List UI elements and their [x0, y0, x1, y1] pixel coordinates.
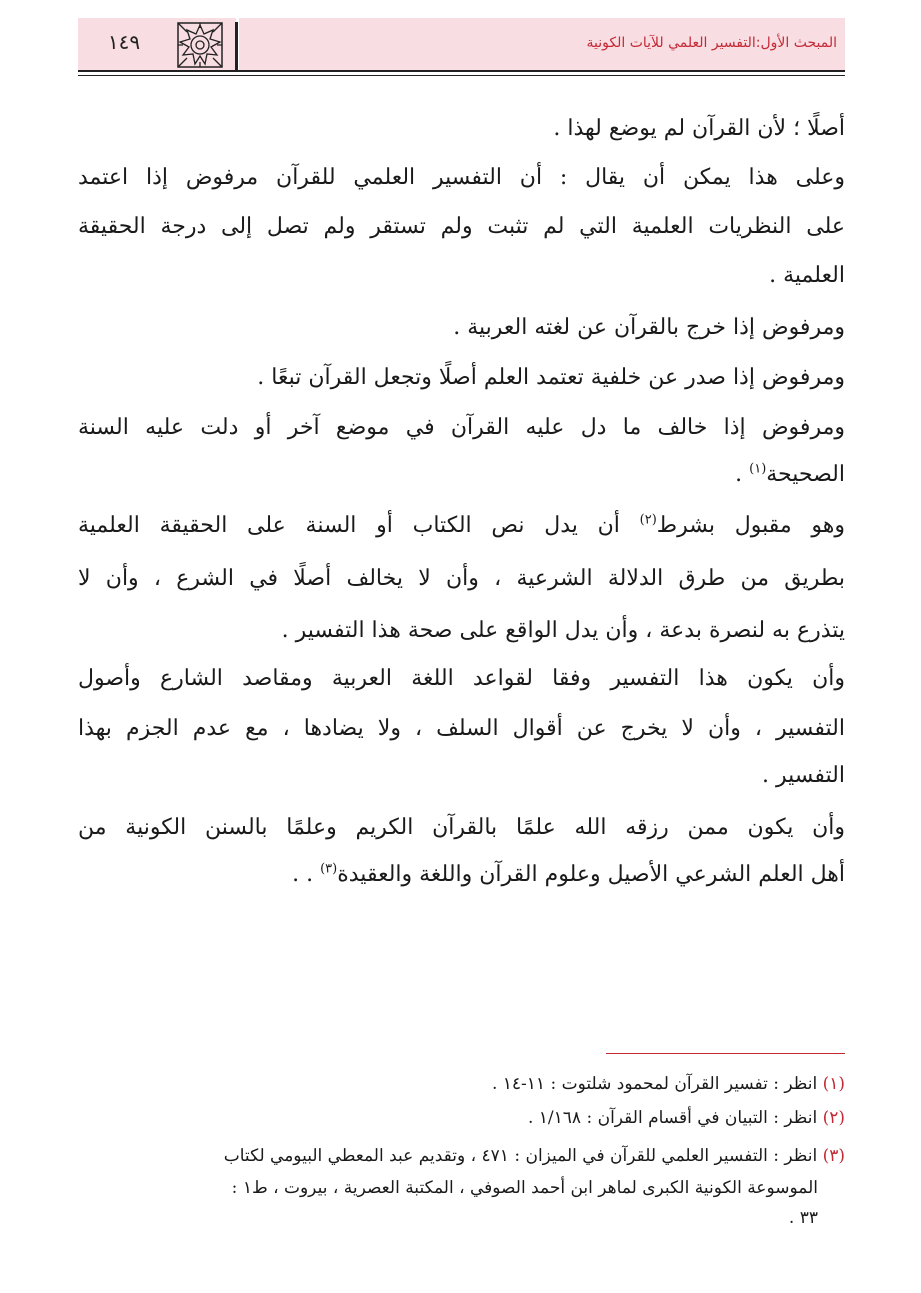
page-header — [78, 18, 845, 72]
footnote-text: انظر : تفسير القرآن لمحمود شلتوت : ١١-١٤ . — [491, 1074, 818, 1094]
body-line: التفسير ، وأن لا يخرج عن أقوال السلف ، ولا يضادها ، مع عدم الجزم بهذا — [78, 716, 845, 741]
page-number-box — [78, 18, 236, 70]
body-text: الصحيحة — [766, 462, 845, 487]
footnote — [528, 1106, 845, 1130]
footnote-continuation: ٣٣ . — [788, 1208, 818, 1228]
footnote-marker: (٣) — [822, 1146, 845, 1166]
body-line: وأن يكون ممن رزقه الله علمًا بالقرآن الكريم وعلمًا بالسنن الكونية من — [78, 815, 845, 840]
footnote-text: انظر : التفسير العلمي للقرآن في الميزان : ٤٧١ ، وتقديم عبد المعطي البيومي لكتاب — [223, 1146, 818, 1166]
body-line: وعلى هذا يمكن أن يقال : أن التفسير العلمي للقرآن مرفوض إذا اعتمد — [78, 165, 845, 190]
body-text: . — [735, 462, 750, 487]
body-line: ومرفوض إذا خرج بالقرآن عن لغته العربية . — [453, 315, 845, 340]
body-line: يتذرع به لنصرة بدعة ، وأن يدل الواقع على صحة هذا التفسير . — [281, 618, 845, 643]
ornament-icon — [177, 22, 223, 68]
page-number: ١٤٩ — [107, 30, 141, 54]
footnote-continuation: الموسوعة الكونية الكبرى لماهر ابن أحمد الصوفي ، المكتبة العصرية ، بيروت ، ط١ : — [231, 1178, 818, 1198]
footnote-ref: (١) — [749, 461, 767, 477]
body-line: ومرفوض إذا خالف ما دل عليه القرآن في موضع آخر أو دلت عليه السنة — [78, 415, 845, 440]
body-line: العلمية . — [769, 263, 845, 288]
footnote — [224, 1144, 845, 1168]
footnote-text: انظر : التبيان في أقسام القرآن : ١/١٦٨ . — [527, 1108, 818, 1128]
body-line: أصلًا ؛ لأن القرآن لم يوضع لهذا . — [553, 116, 845, 141]
body-text: . . — [292, 862, 321, 887]
body-line: بطريق من طرق الدلالة الشرعية ، وأن لا يخالف أصلًا في الشرع ، وأن لا — [78, 566, 845, 591]
header-rule — [78, 70, 845, 72]
chapter-title: المبحث الأول:التفسير العلمي للآيات الكونية — [586, 35, 837, 51]
body-line — [735, 460, 845, 490]
footnote-ref: (٣) — [320, 861, 338, 877]
header-divider — [235, 22, 238, 70]
body-line: التفسير . — [762, 763, 845, 788]
body-text: أهل العلم الشرعي الأصيل وعلوم القرآن واللغة والعقيدة — [337, 862, 845, 887]
footnote — [492, 1072, 845, 1096]
body-text: أن يدل نص الكتاب أو السنة على الحقيقة العلمية — [78, 513, 640, 538]
footnote-marker: (١) — [822, 1074, 845, 1094]
body-line: على النظريات العلمية التي لم تثبت ولم تستقر ولم تصل إلى درجة الحقيقة — [78, 214, 845, 239]
body-line: وأن يكون هذا التفسير وفقا لقواعد اللغة العربية ومقاصد الشارع وأصول — [78, 666, 845, 691]
chapter-title-box — [239, 18, 845, 70]
header-rule-thin — [78, 75, 845, 76]
body-line — [78, 511, 845, 541]
footnote-marker: (٢) — [822, 1108, 845, 1128]
footnote-ref: (٢) — [639, 512, 657, 528]
body-line — [292, 860, 845, 890]
body-text: وهو مقبول بشرط — [656, 513, 845, 538]
footnote-separator — [606, 1053, 845, 1054]
body-line: ومرفوض إذا صدر عن خلفية تعتمد العلم أصلًا وتجعل القرآن تبعًا . — [257, 365, 845, 390]
